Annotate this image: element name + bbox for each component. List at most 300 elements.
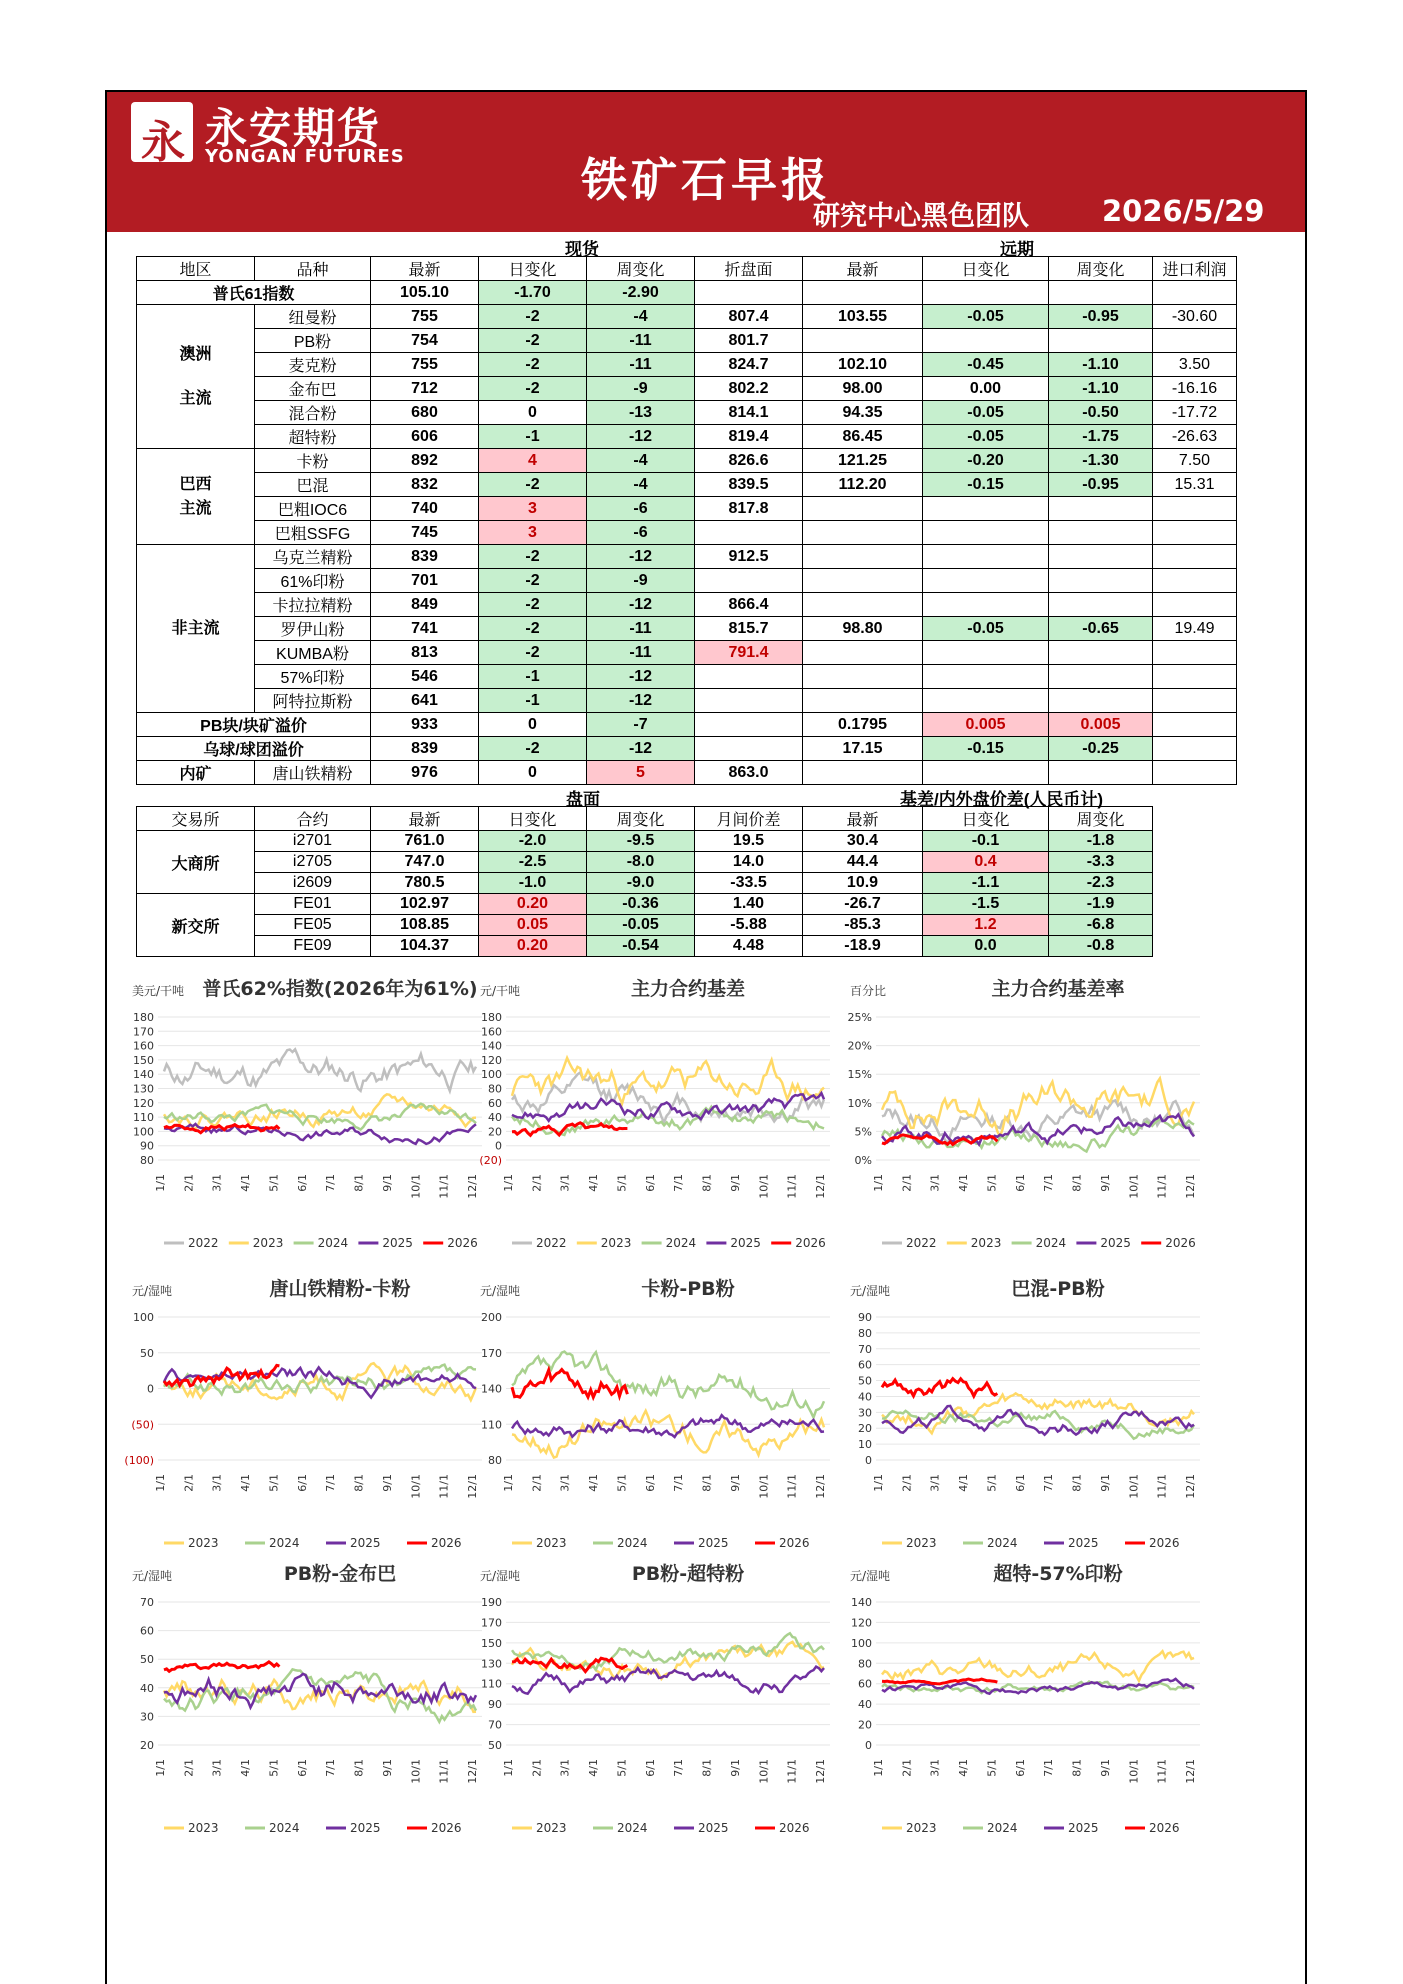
table-cell: 3: [479, 497, 587, 521]
x-tick-label: 2/1: [182, 1174, 196, 1192]
x-tick-label: 1/1: [154, 1759, 167, 1777]
x-tick-label: 2/1: [530, 1174, 544, 1192]
x-tick-label: 5/1: [615, 1474, 629, 1492]
table-cell: 卡粉: [255, 449, 371, 473]
table-row: [137, 713, 1237, 737]
table-cell: [1153, 545, 1237, 569]
report-title: 铁矿石早报: [581, 153, 831, 207]
table-row: [137, 665, 1237, 689]
x-tick-label: 10/1: [409, 1474, 423, 1499]
table-cell: -2: [479, 737, 587, 761]
x-tick-label: 5/1: [985, 1474, 999, 1492]
series-line-2026: [164, 1365, 279, 1385]
x-tick-label: 8/1: [700, 1759, 714, 1777]
x-tick-label: 1/1: [872, 1474, 885, 1492]
y-tick-label: 40: [140, 1681, 154, 1695]
table-cell: -12: [587, 593, 695, 617]
y-tick-label: 80: [858, 1326, 872, 1340]
table-cell: 741: [371, 617, 479, 641]
table-cell: [803, 665, 923, 689]
table-cell: 912.5: [695, 545, 803, 569]
table-cell: -12: [587, 737, 695, 761]
x-tick-label: 6/1: [643, 1759, 657, 1777]
legend-label: 2026: [431, 1821, 462, 1835]
y-tick-label: 140: [481, 1382, 502, 1396]
table-cell: [1153, 281, 1237, 305]
table-cell: 4.48: [695, 936, 803, 957]
table-cell: -0.1: [923, 831, 1049, 852]
legend-label: 2023: [536, 1821, 567, 1835]
x-tick-label: 12/1: [1184, 1174, 1197, 1199]
table-row: [137, 329, 1237, 353]
table-cell: -2: [479, 641, 587, 665]
y-tick-label: 80: [858, 1657, 872, 1671]
logo-text-en: YONGAN FUTURES: [205, 146, 405, 167]
table-cell: -12: [587, 665, 695, 689]
y-tick-label: 100: [133, 1311, 154, 1324]
y-tick-label: 40: [488, 1111, 502, 1125]
x-tick-label: 8/1: [700, 1474, 714, 1492]
table-cell: -1: [479, 425, 587, 449]
x-tick-label: 2/1: [530, 1759, 544, 1777]
table-cell: 98.80: [803, 617, 923, 641]
y-tick-label: 60: [140, 1624, 154, 1638]
x-tick-label: 8/1: [700, 1174, 714, 1192]
table-cell: [1153, 329, 1237, 353]
x-tick-label: 11/1: [437, 1759, 451, 1784]
x-tick-label: 5/1: [615, 1174, 629, 1192]
y-tick-label: 180: [481, 1011, 502, 1024]
table-cell: [803, 497, 923, 521]
table-cell: 94.35: [803, 401, 923, 425]
x-tick-label: 9/1: [1098, 1474, 1112, 1492]
table-cell: 0.05: [479, 915, 587, 936]
y-tick-label: 160: [481, 1025, 502, 1039]
table-cell: -1.9: [1049, 894, 1153, 915]
table-cell: 839: [371, 737, 479, 761]
y-tick-label: 130: [481, 1657, 502, 1671]
x-tick-label: 1/1: [872, 1174, 885, 1192]
series-line-2023: [164, 1094, 476, 1129]
table-cell: 3.50: [1153, 353, 1237, 377]
table-row: [137, 873, 1153, 894]
series-line-2023: [882, 1651, 1194, 1681]
table-cell: -1.5: [923, 894, 1049, 915]
table-cell: 824.7: [695, 353, 803, 377]
table-cell: -1: [479, 689, 587, 713]
chart-title: 普氏62%指数(2026年为61%): [202, 978, 478, 1000]
legend-label: 2026: [1165, 1236, 1196, 1250]
table-row: [137, 281, 1237, 305]
table-row: [137, 449, 1237, 473]
table-cell: -11: [587, 353, 695, 377]
x-tick-label: 3/1: [558, 1474, 572, 1492]
table-cell: 712: [371, 377, 479, 401]
y-tick-label: 60: [858, 1358, 872, 1372]
spot-table: [136, 256, 1237, 785]
column-header: 日变化: [479, 807, 587, 831]
y-tick-label: 160: [133, 1039, 154, 1053]
chart-svg: [848, 1275, 1208, 1555]
column-header: 日变化: [923, 257, 1049, 281]
table-row: [137, 689, 1237, 713]
table-cell: 0.20: [479, 936, 587, 957]
table-cell: 976: [371, 761, 479, 785]
table-cell: -3.3: [1049, 852, 1153, 873]
legend-label: 2024: [665, 1236, 697, 1250]
table-cell: [1153, 665, 1237, 689]
x-tick-label: 12/1: [466, 1174, 479, 1199]
chart-svg: [130, 975, 490, 1255]
table-cell: 98.00: [803, 377, 923, 401]
table-cell: 755: [371, 305, 479, 329]
column-header: 地区: [137, 257, 255, 281]
table-cell: -9: [587, 569, 695, 593]
table-cell: 801.7: [695, 329, 803, 353]
y-tick-label: 110: [481, 1677, 502, 1691]
chart-title: PB粉-金布巴: [283, 1563, 397, 1585]
table-cell: -12: [587, 545, 695, 569]
x-tick-label: 8/1: [352, 1474, 366, 1492]
table-cell: -2.0: [479, 831, 587, 852]
region-label: 澳洲: [179, 345, 212, 363]
x-tick-label: 10/1: [1127, 1174, 1141, 1199]
x-tick-label: 10/1: [757, 1759, 771, 1784]
x-tick-label: 1/1: [502, 1759, 515, 1777]
table-header-row: [137, 257, 1237, 281]
legend-label: 2026: [431, 1536, 462, 1550]
table-row: [137, 852, 1153, 873]
table-cell: [1153, 593, 1237, 617]
legend-label: 2022: [536, 1236, 567, 1250]
region-cell: [137, 305, 255, 449]
table-cell: -1.30: [1049, 449, 1153, 473]
chart-unit: 美元/干吨: [132, 984, 185, 998]
series-line-2024: [512, 1107, 824, 1135]
series-line-2026: [882, 1679, 997, 1684]
table-cell: -0.50: [1049, 401, 1153, 425]
table-cell: -0.05: [587, 915, 695, 936]
table-cell: 701: [371, 569, 479, 593]
table-cell: [1049, 329, 1153, 353]
x-tick-label: 6/1: [1013, 1759, 1027, 1777]
table-cell: 0.0: [923, 936, 1049, 957]
chart-unit: 百分比: [850, 984, 887, 998]
chart-svg: [848, 1560, 1208, 1840]
x-tick-label: 4/1: [587, 1759, 601, 1777]
table-cell: 761.0: [371, 831, 479, 852]
table-cell: 641: [371, 689, 479, 713]
legend-label: 2023: [600, 1236, 632, 1250]
series-line-2025: [512, 1415, 824, 1437]
x-tick-label: 9/1: [728, 1174, 742, 1192]
table-cell: 0.20: [479, 894, 587, 915]
table-cell: 839.5: [695, 473, 803, 497]
table-cell: [1153, 521, 1237, 545]
x-tick-label: 9/1: [380, 1759, 394, 1777]
x-tick-label: 1/1: [872, 1759, 885, 1777]
series-line-2025: [512, 1667, 824, 1694]
table-cell: -2: [479, 593, 587, 617]
table-cell: -12: [587, 425, 695, 449]
table-cell: [803, 329, 923, 353]
legend-label: 2025: [350, 1821, 381, 1835]
table-cell: 754: [371, 329, 479, 353]
y-tick-label: 190: [481, 1596, 502, 1609]
y-tick-label: 140: [133, 1068, 154, 1082]
legend-label: 2025: [1100, 1236, 1131, 1250]
y-tick-label: 0: [147, 1382, 154, 1396]
table-cell: 546: [371, 665, 479, 689]
chart-title: 唐山铁精粉-卡粉: [269, 1278, 411, 1300]
table-cell: 10.9: [803, 873, 923, 894]
report-header: [107, 92, 1305, 232]
table-cell: [1049, 545, 1153, 569]
region-label: 主流: [179, 499, 212, 517]
report-date: 2026/5/29: [1102, 194, 1265, 228]
table-cell: 乌克兰精粉: [255, 545, 371, 569]
chart-title: 超特-57%印粉: [993, 1563, 1123, 1585]
table-cell: 7.50: [1153, 449, 1237, 473]
table-cell: [1153, 713, 1237, 737]
table-cell: FE01: [255, 894, 371, 915]
y-tick-label: 170: [481, 1346, 502, 1360]
table-row: [137, 641, 1237, 665]
table-cell: -1.10: [1049, 377, 1153, 401]
table-cell: 86.45: [803, 425, 923, 449]
table-cell: [695, 737, 803, 761]
x-tick-label: 11/1: [1155, 1174, 1169, 1199]
table-cell: -0.8: [1049, 936, 1153, 957]
y-tick-label: 70: [488, 1718, 502, 1732]
table-cell: -33.5: [695, 873, 803, 894]
y-tick-label: 100: [481, 1068, 502, 1082]
table-cell: -30.60: [1153, 305, 1237, 329]
table-cell: 纽曼粉: [255, 305, 371, 329]
table-cell: -26.63: [1153, 425, 1237, 449]
table-cell: 0.005: [1049, 713, 1153, 737]
table-cell: -1.8: [1049, 831, 1153, 852]
legend-label: 2025: [698, 1536, 729, 1550]
table-cell: -0.25: [1049, 737, 1153, 761]
x-tick-label: 3/1: [558, 1759, 572, 1777]
table-cell: [803, 641, 923, 665]
y-tick-label: 20: [858, 1718, 872, 1732]
table-cell: -4: [587, 305, 695, 329]
y-tick-label: 60: [858, 1677, 872, 1691]
table-cell: -8.0: [587, 852, 695, 873]
table-cell: -4: [587, 473, 695, 497]
table-cell: -0.05: [923, 617, 1049, 641]
spot-caption: 现货: [565, 240, 599, 259]
y-tick-label: 25%: [847, 1011, 872, 1024]
table-cell: 61%印粉: [255, 569, 371, 593]
table-cell: -2: [479, 569, 587, 593]
table-cell: [1049, 665, 1153, 689]
x-tick-label: 11/1: [785, 1759, 799, 1784]
table-cell: 815.7: [695, 617, 803, 641]
y-tick-label: 10: [858, 1438, 872, 1452]
legend-label: 2022: [188, 1236, 219, 1250]
table-cell: 0.00: [923, 377, 1049, 401]
x-tick-label: 11/1: [785, 1174, 799, 1199]
chart-5: [478, 1275, 838, 1555]
x-tick-label: 10/1: [409, 1759, 423, 1784]
y-tick-label: 0: [865, 1454, 872, 1467]
x-tick-label: 8/1: [352, 1759, 366, 1777]
table-cell: 卡拉拉精粉: [255, 593, 371, 617]
table-cell: [923, 641, 1049, 665]
table-cell: [923, 545, 1049, 569]
table-cell: 105.10: [371, 281, 479, 305]
legend-label: 2024: [269, 1536, 300, 1550]
chart-7: [130, 1560, 490, 1840]
table-cell: 15.31: [1153, 473, 1237, 497]
x-tick-label: 4/1: [957, 1174, 971, 1192]
x-tick-label: 6/1: [295, 1174, 309, 1192]
table-cell: 罗伊山粉: [255, 617, 371, 641]
table-cell: -2.5: [479, 852, 587, 873]
x-tick-label: 7/1: [1042, 1474, 1056, 1492]
region-label: 巴西: [179, 475, 212, 493]
table-cell: -13: [587, 401, 695, 425]
table-cell: 17.15: [803, 737, 923, 761]
table-row: [137, 593, 1237, 617]
y-tick-label: 150: [481, 1636, 502, 1650]
table-cell: [695, 281, 803, 305]
table-cell: -0.65: [1049, 617, 1153, 641]
table-cell: [803, 593, 923, 617]
x-tick-label: 11/1: [1155, 1474, 1169, 1499]
table-row: [137, 377, 1237, 401]
region-cell: [137, 449, 255, 545]
x-tick-label: 7/1: [324, 1759, 338, 1777]
y-tick-label: 50: [140, 1653, 154, 1667]
table-cell: FE05: [255, 915, 371, 936]
column-header: 日变化: [923, 807, 1049, 831]
y-tick-label: 70: [858, 1342, 872, 1356]
y-tick-label: 180: [133, 1011, 154, 1024]
x-tick-label: 7/1: [1042, 1759, 1056, 1777]
x-tick-label: 12/1: [466, 1759, 479, 1784]
table-cell: [923, 665, 1049, 689]
table-cell: -0.95: [1049, 473, 1153, 497]
x-tick-label: 1/1: [502, 1474, 515, 1492]
table-cell: 103.55: [803, 305, 923, 329]
team-name: 研究中心黑色团队: [813, 201, 1029, 232]
table-cell: [1153, 761, 1237, 785]
table-cell: [923, 521, 1049, 545]
table-cell: -9.5: [587, 831, 695, 852]
legend-label: 2023: [188, 1536, 219, 1550]
table-cell: [923, 281, 1049, 305]
x-tick-label: 3/1: [210, 1174, 224, 1192]
board-caption: 盘面: [566, 790, 600, 809]
table-cell: 0: [479, 761, 587, 785]
table-cell: [1153, 737, 1237, 761]
table-cell: 0: [479, 713, 587, 737]
table-row: [137, 425, 1237, 449]
table-row: [137, 569, 1237, 593]
legend-label: 2025: [382, 1236, 413, 1250]
table-cell: 755: [371, 353, 479, 377]
legend-label: 2024: [617, 1821, 648, 1835]
column-header: 合约: [255, 807, 371, 831]
table-cell: -1.0: [479, 873, 587, 894]
table-cell: [1049, 521, 1153, 545]
table-cell: FE09: [255, 936, 371, 957]
series-line-2022: [164, 1049, 476, 1091]
table-cell: [1049, 497, 1153, 521]
table-cell: 807.4: [695, 305, 803, 329]
legend-label: 2025: [730, 1236, 761, 1250]
table-row: [137, 915, 1153, 936]
legend-label: 2026: [447, 1236, 478, 1250]
table-cell: PB块/块矿溢价: [137, 713, 371, 737]
legend-label: 2025: [1068, 1536, 1099, 1550]
table-cell: -7: [587, 713, 695, 737]
table-cell: -12: [587, 689, 695, 713]
table-cell: 933: [371, 713, 479, 737]
table-row: [137, 831, 1153, 852]
x-tick-label: 6/1: [643, 1474, 657, 1492]
table-cell: -0.45: [923, 353, 1049, 377]
legend-label: 2026: [1149, 1821, 1180, 1835]
table-cell: i2701: [255, 831, 371, 852]
table-cell: [1153, 689, 1237, 713]
x-tick-label: 5/1: [267, 1474, 281, 1492]
table-cell: -11: [587, 617, 695, 641]
x-tick-label: 10/1: [1127, 1759, 1141, 1784]
x-tick-label: 8/1: [1070, 1474, 1084, 1492]
x-tick-label: 11/1: [1155, 1759, 1169, 1784]
table-cell: 826.6: [695, 449, 803, 473]
chart-unit: 元/湿吨: [480, 1284, 521, 1298]
table-cell: 747.0: [371, 852, 479, 873]
table-cell: 863.0: [695, 761, 803, 785]
table-cell: -6: [587, 521, 695, 545]
table-cell: 819.4: [695, 425, 803, 449]
table-cell: 817.8: [695, 497, 803, 521]
table-cell: 阿特拉斯粉: [255, 689, 371, 713]
table-cell: 121.25: [803, 449, 923, 473]
column-header: 进口利润: [1153, 257, 1237, 281]
chart-unit: 元/湿吨: [850, 1569, 891, 1583]
column-header: 周变化: [587, 807, 695, 831]
x-tick-label: 3/1: [928, 1174, 942, 1192]
series-line-2024: [512, 1352, 824, 1418]
x-tick-label: 7/1: [324, 1474, 338, 1492]
chart-title: 巴混-PB粉: [1011, 1278, 1105, 1300]
column-header: 周变化: [1049, 807, 1153, 831]
x-tick-label: 9/1: [1098, 1174, 1112, 1192]
chart-unit: 元/湿吨: [850, 1284, 891, 1298]
table-cell: -2: [479, 305, 587, 329]
legend-label: 2026: [795, 1236, 826, 1250]
table-cell: [923, 329, 1049, 353]
table-cell: -2: [479, 473, 587, 497]
table-row: [137, 353, 1237, 377]
x-tick-label: 9/1: [380, 1474, 394, 1492]
column-header: 折盘面: [695, 257, 803, 281]
table-cell: 0.4: [923, 852, 1049, 873]
chart-svg: [478, 1275, 838, 1555]
table-cell: -1.75: [1049, 425, 1153, 449]
x-tick-label: 6/1: [1013, 1474, 1027, 1492]
region-label: 主流: [179, 389, 212, 407]
y-tick-label: 120: [851, 1616, 872, 1630]
x-tick-label: 9/1: [380, 1174, 394, 1192]
